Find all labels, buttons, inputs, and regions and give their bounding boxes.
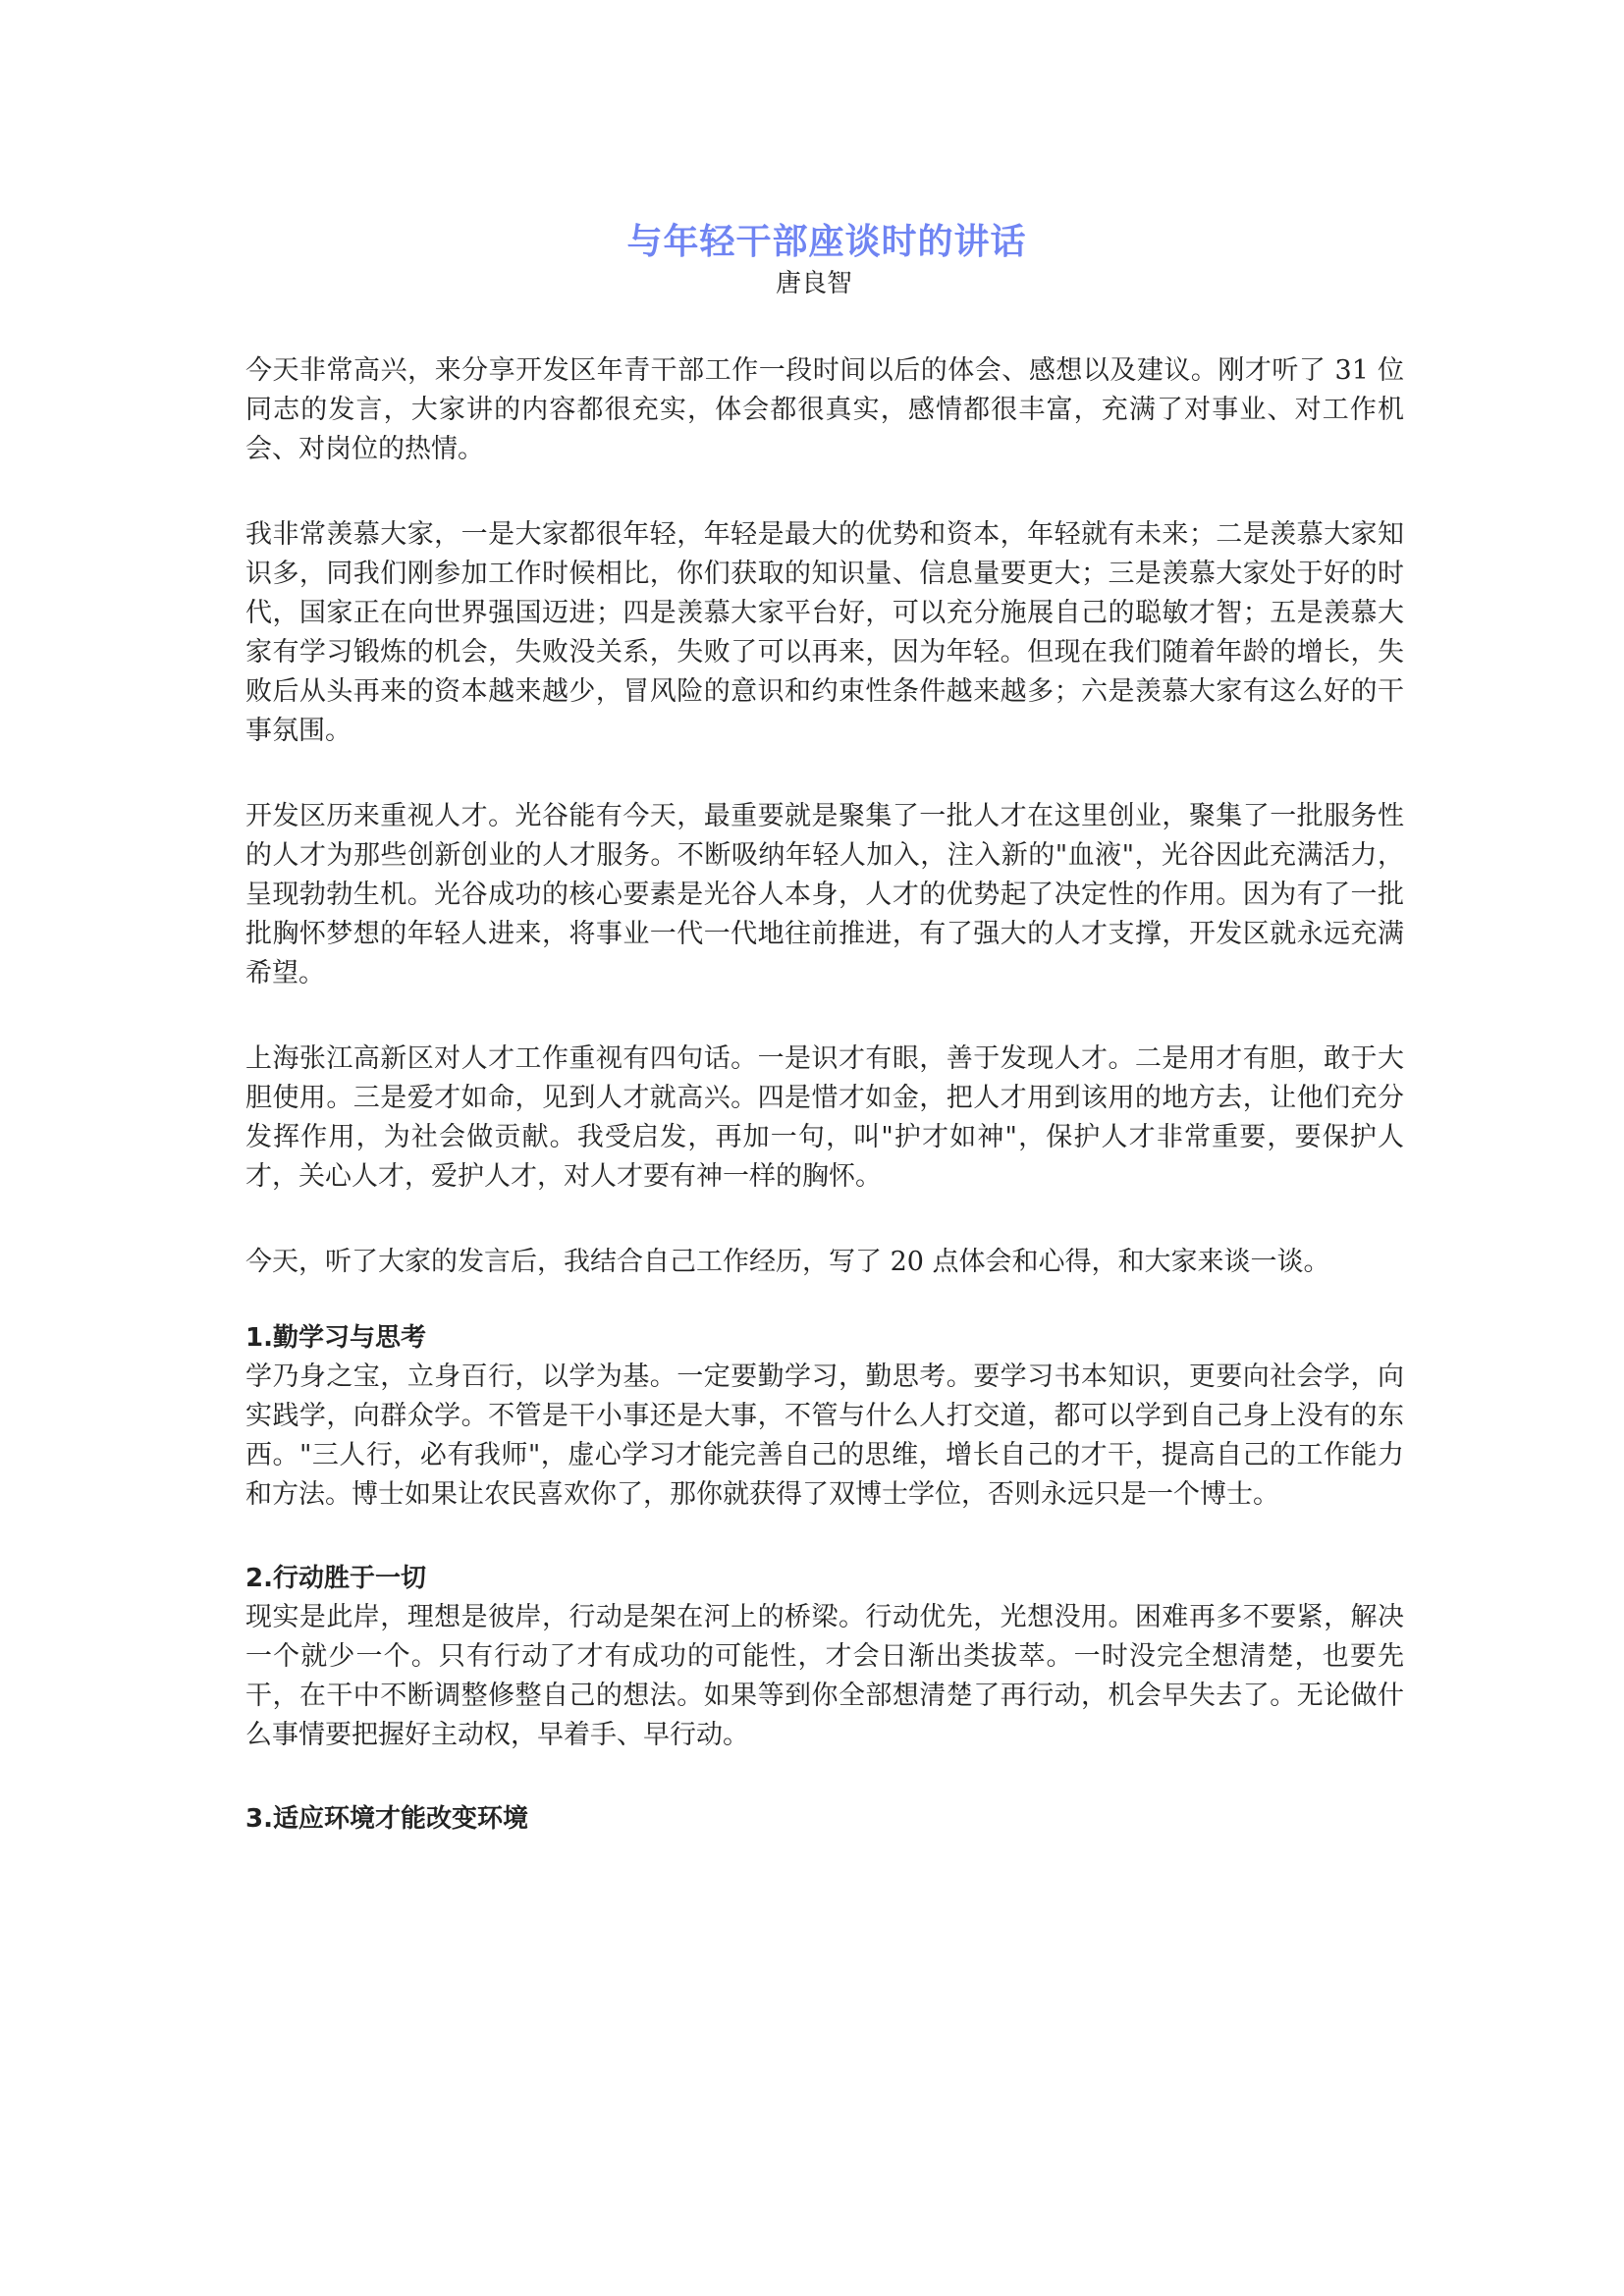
section-body: 现实是此岸，理想是彼岸，行动是架在河上的桥梁。行动优先，光想没用。困难再多不要紧，解决一个就少一个。只有行动了才有成功的可能性，才会日渐出类拔萃。一时没完全想清楚，也要先干，在干中不断调整修整自己的想法。如果等到你全部想清楚了再行动，机会早失去了。无论做什么事情要把握好主动权，早着手、早行动。 [245, 1602, 1404, 1750]
document-title: 与年轻干部座谈时的讲话 [626, 222, 1027, 262]
section-3 [245, 1799, 1404, 1839]
paragraph-talent: 开发区历来重视人才。光谷能有今天，最重要就是聚集了一批人才在这里创业，聚集了一批服务性的人才为那些创新创业的人才服务。不断吸纳年轻人加入，注入新的"血液"，光谷因此充满活力，呈现勃勃生机。光谷成功的核心要素是光谷人本身，人才的优势起了决定性的作用。因为有了一批批胸怀梦想的年轻人进来，将事业一代一代地往前推进，有了强大的人才支撑，开发区就永远充满希望。 [245, 801, 1404, 988]
document-body [245, 351, 1404, 1883]
document-author: 唐良智 [776, 269, 853, 298]
paragraph-zhangjiang: 上海张江高新区对人才工作重视有四句话。一是识才有眼，善于发现人才。二是用才有胆，敢于大胆使用。三是爱才如命，见到人才就高兴。四是惜才如金，把人才用到该用的地方去，让他们充分发挥作用，为社会做贡献。我受启发，再加一句，叫"护才如神"，保护人才非常重要，要保护人才，关心人才，爱护人才，对人才要有神一样的胸怀。 [245, 1043, 1404, 1192]
section-1 [245, 1318, 1404, 1515]
paragraph-admiration: 我非常羡慕大家，一是大家都很年轻，年轻是最大的优势和资本，年轻就有未来；二是羡慕大家知识多，同我们刚参加工作时候相比，你们获取的知识量、信息量要更大；三是羡慕大家处于好的时代，国家正在向世界强国迈进；四是羡慕大家平台好，可以充分施展自己的聪敏才智；五是羡慕大家有学习锻炼的机会，失败没关系，失败了可以再来，因为年轻。但现在我们随着年龄的增长，失败后从头再来的资本越来越少，冒风险的意识和约束性条件越来越多；六是羡慕大家有这么好的干事氛围。 [245, 519, 1404, 746]
section-heading: 2.行动胜于一切 [245, 1564, 426, 1593]
section-heading: 3.适应环境才能改变环境 [245, 1804, 528, 1834]
section-heading: 1.勤学习与思考 [245, 1323, 426, 1353]
paragraph-transition: 今天，听了大家的发言后，我结合自己工作经历，写了 20 点体会和心得，和大家来谈一谈。 [245, 1247, 1330, 1277]
paragraph-intro: 今天非常高兴，来分享开发区年青干部工作一段时间以后的体会、感想以及建议。刚才听了 31 位同志的发言，大家讲的内容都很充实，体会都很真实，感情都很丰富，充满了对事业、对工作机会、对岗位的热情。 [245, 355, 1404, 464]
section-body: 学乃身之宝，立身百行，以学为基。一定要勤学习，勤思考。要学习书本知识，更要向社会学，向实践学，向群众学。不管是干小事还是大事，不管与什么人打交道，都可以学到自己身上没有的东西。"三人行，必有我师"，虚心学习才能完善自己的思维，增长自己的才干，提高自己的工作能力和方法。博士如果让农民喜欢你了，那你就获得了双博士学位，否则永远只是一个博士。 [245, 1362, 1404, 1510]
section-2 [245, 1559, 1404, 1755]
